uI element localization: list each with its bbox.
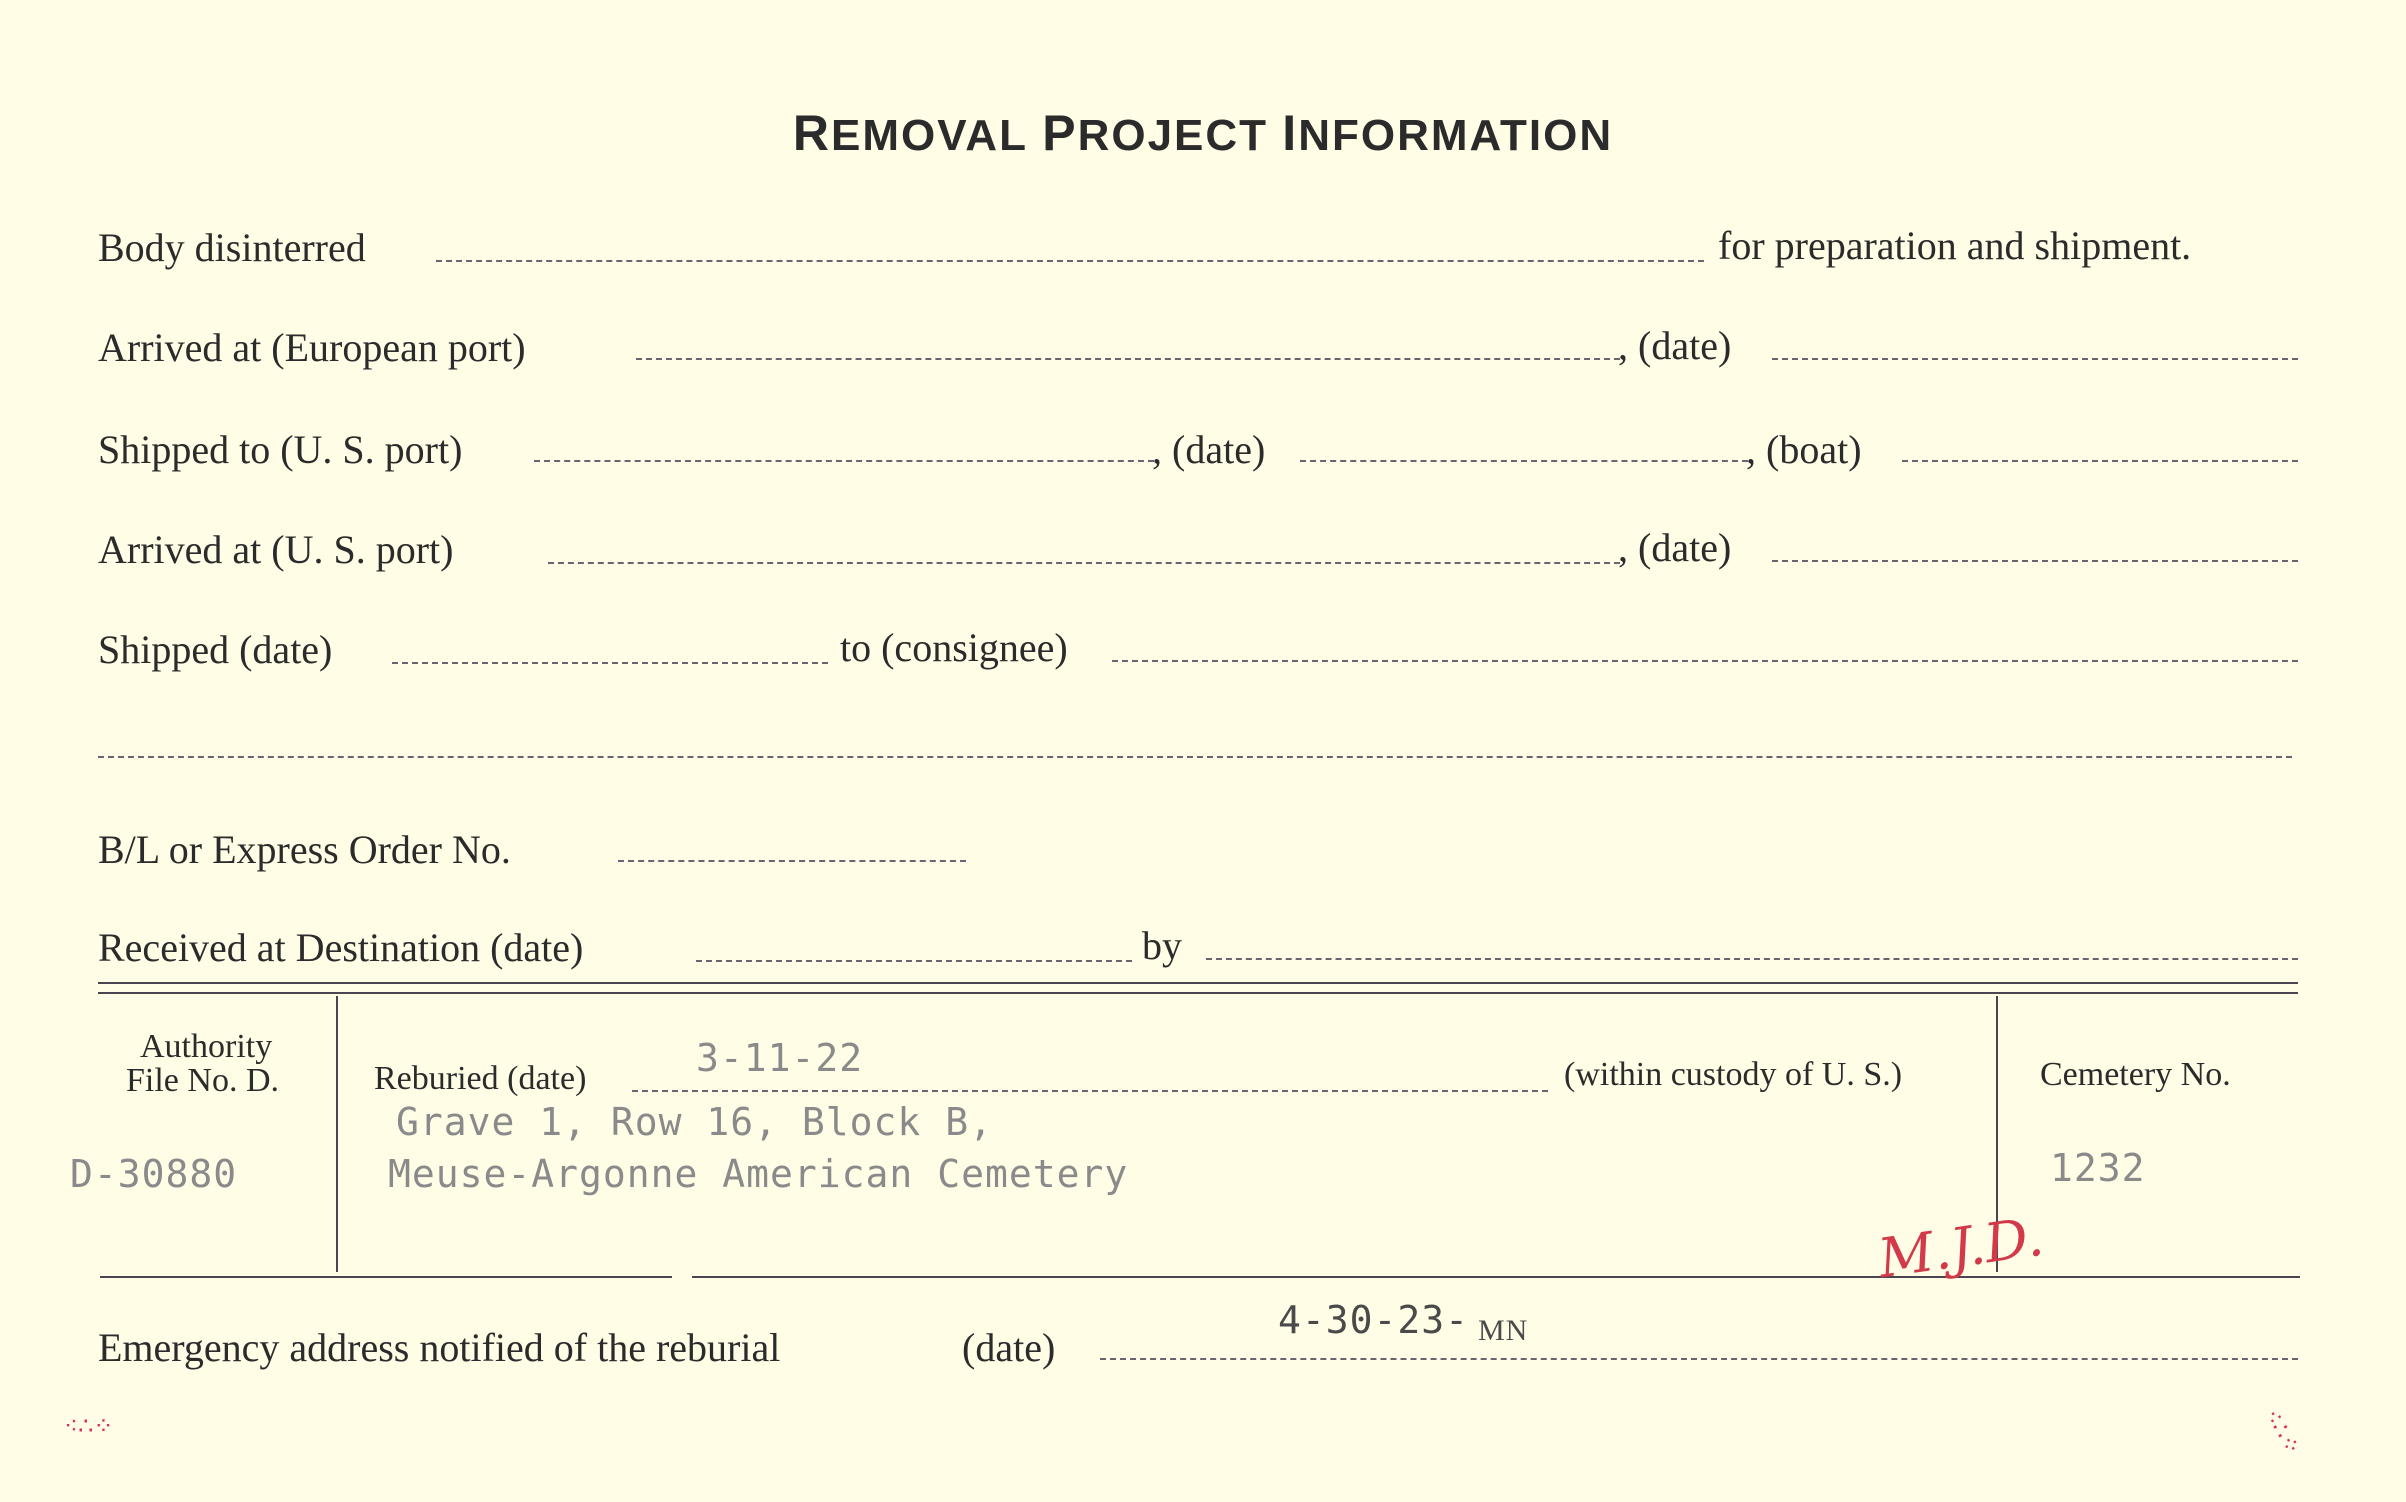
emergency-date-value: 4-30-23- bbox=[1278, 1298, 1470, 1342]
box-bottom-rule-right bbox=[692, 1276, 2300, 1278]
european-date-label: , (date) bbox=[1618, 323, 1732, 368]
consignee-label: to (consignee) bbox=[840, 625, 1068, 670]
file-no-label: File No. D. bbox=[126, 1062, 279, 1099]
title-part-nformation: NFORMATION bbox=[1298, 111, 1614, 160]
title-cap-r: R bbox=[792, 105, 831, 161]
european-date-field[interactable] bbox=[1772, 358, 2298, 360]
red-stamp-mark-right: ⁖∴⁘ bbox=[2258, 1403, 2308, 1461]
received-destination-label: Received at Destination (date) bbox=[98, 925, 584, 970]
body-disinterred-label: Body disinterred bbox=[98, 225, 366, 270]
emergency-date-field[interactable] bbox=[1100, 1358, 2298, 1360]
cemetery-no-value: 1232 bbox=[2050, 1146, 2146, 1190]
body-disinterred-field[interactable] bbox=[436, 260, 1704, 262]
received-by-label: by bbox=[1142, 923, 1182, 968]
arrived-us-port-label: Arrived at (U. S. port) bbox=[98, 527, 454, 572]
title-cap-p: P bbox=[1042, 105, 1078, 161]
reburied-date-field[interactable] bbox=[632, 1090, 1548, 1092]
european-port-field[interactable] bbox=[636, 358, 1620, 360]
consignee-field[interactable] bbox=[1112, 660, 2298, 662]
box-top-rule-2 bbox=[98, 992, 2298, 994]
shipped-us-port-label: Shipped to (U. S. port) bbox=[98, 427, 463, 472]
arrived-us-date-field[interactable] bbox=[1772, 560, 2298, 562]
us-port-field[interactable] bbox=[534, 460, 1154, 462]
grave-location-line: Grave 1, Row 16, Block B, bbox=[396, 1100, 993, 1144]
title-cap-i: I bbox=[1282, 105, 1299, 161]
arrived-us-date-label: , (date) bbox=[1618, 525, 1732, 570]
authority-file-value: D-30880 bbox=[70, 1152, 238, 1196]
authority-label: Authority bbox=[140, 1028, 273, 1065]
received-date-field[interactable] bbox=[696, 960, 1132, 962]
custody-label: (within custody of U. S.) bbox=[1564, 1056, 1903, 1093]
cemetery-no-label: Cemetery No. bbox=[2040, 1056, 2231, 1093]
red-stamp-mark-left: ⁖∴⁘ bbox=[64, 1412, 114, 1440]
arrived-european-label: Arrived at (European port) bbox=[98, 325, 526, 370]
reburied-label: Reburied (date) bbox=[374, 1060, 587, 1097]
bl-order-label: B/L or Express Order No. bbox=[98, 827, 511, 872]
title-part-roject: ROJECT bbox=[1077, 111, 1269, 160]
for-preparation-label: for preparation and shipment. bbox=[1718, 223, 2192, 268]
shipped-date-only-label: Shipped (date) bbox=[98, 627, 333, 672]
title-part-emoval: EMOVAL bbox=[831, 111, 1028, 160]
handwritten-initials: M.J.D. bbox=[1874, 1204, 2048, 1291]
cemetery-name-line: Meuse-Argonne American Cemetery bbox=[388, 1152, 1129, 1196]
box-top-rule-1 bbox=[98, 982, 2298, 984]
boat-label: , (boat) bbox=[1746, 427, 1862, 472]
arrived-us-port-field[interactable] bbox=[548, 562, 1620, 564]
emergency-label: Emergency address notified of the reburial bbox=[98, 1325, 781, 1370]
bl-order-field[interactable] bbox=[618, 860, 966, 862]
consignee-continuation-field[interactable] bbox=[98, 756, 2292, 758]
box-bottom-rule-left bbox=[100, 1276, 672, 1278]
emergency-initials: MN bbox=[1478, 1314, 1529, 1347]
shipped-us-date-field[interactable] bbox=[1300, 460, 1748, 462]
box-divider-left bbox=[336, 996, 338, 1272]
page-title bbox=[0, 104, 2406, 162]
received-by-field[interactable] bbox=[1206, 958, 2298, 960]
emergency-date-label: (date) bbox=[962, 1325, 1056, 1370]
shipped-date-label: , (date) bbox=[1152, 427, 1266, 472]
boat-field[interactable] bbox=[1902, 460, 2298, 462]
shipped-date-field[interactable] bbox=[392, 662, 828, 664]
reburied-date-value: 3-11-22 bbox=[696, 1036, 864, 1080]
